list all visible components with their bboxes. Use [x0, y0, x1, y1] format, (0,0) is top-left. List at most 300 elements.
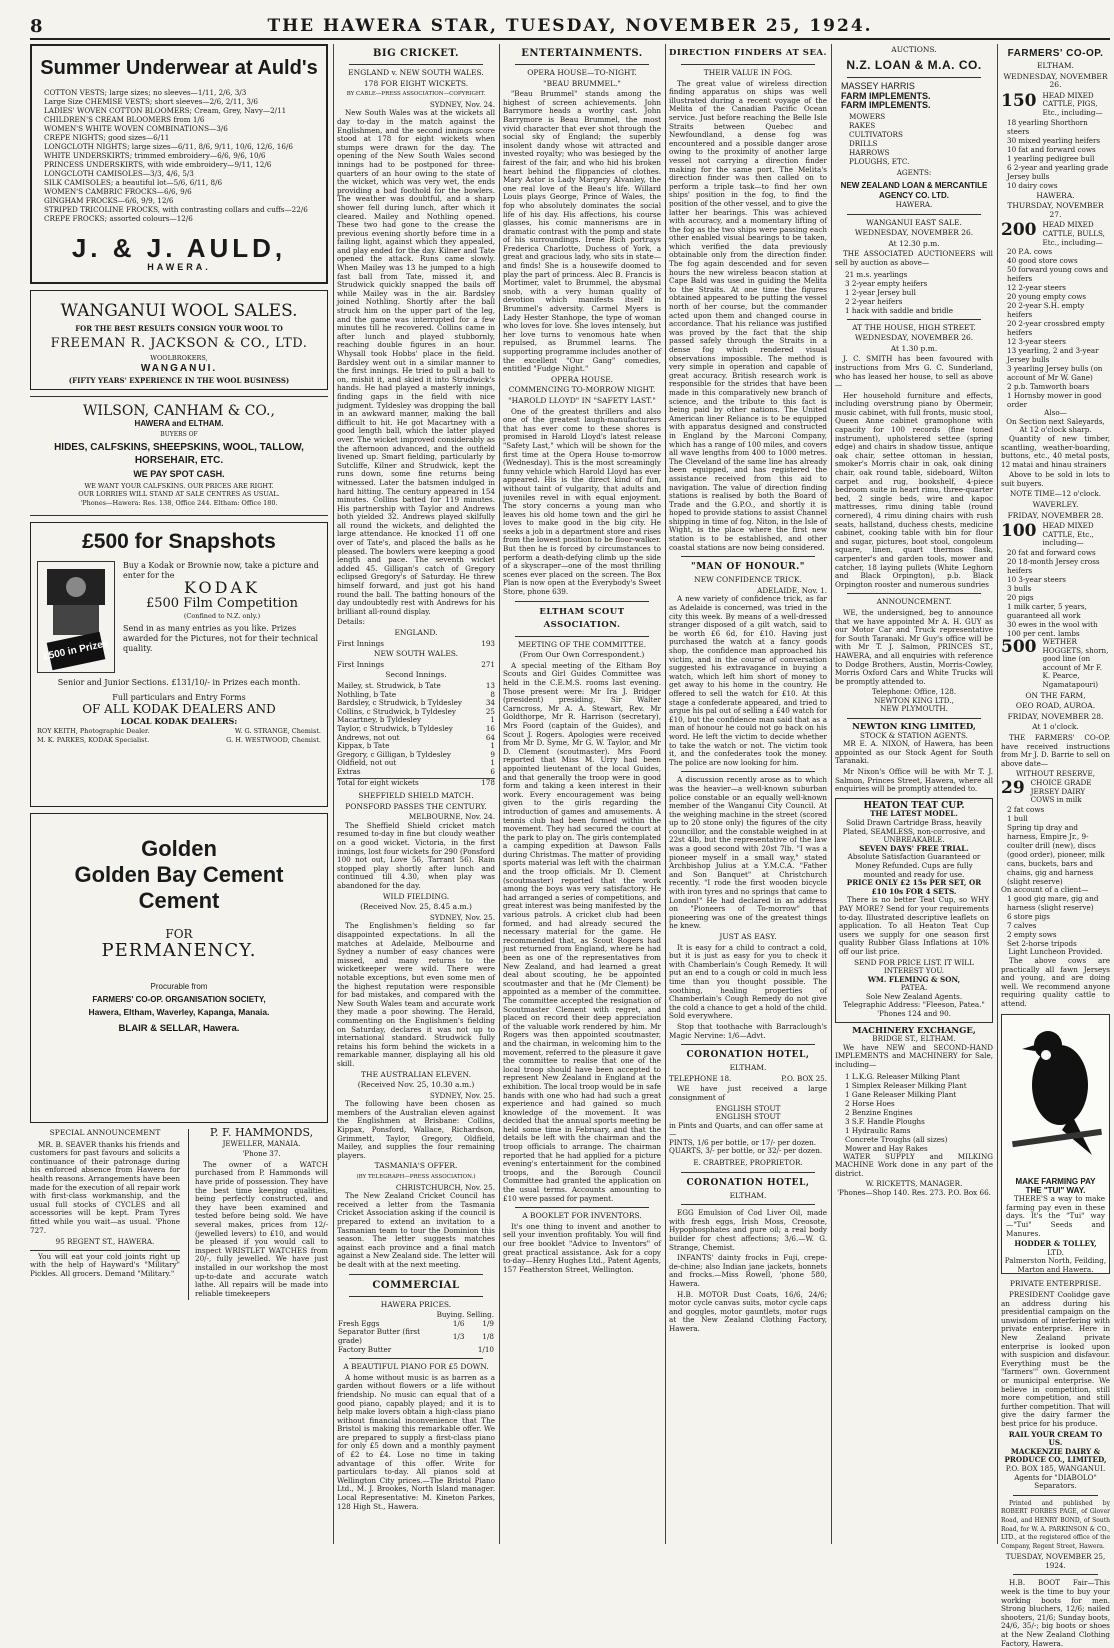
lot-150-list [1007, 118, 1110, 190]
heaton-title: HEATON TEAT CUP. [863, 800, 965, 811]
lot-100-item: 10 3-year steers [1007, 575, 1066, 585]
kodak-dealer-2: W. G. STRANGE, Chemist. [234, 727, 321, 736]
lot-100-item: 30 ewes in the wool with 100 per cent. lambs [1007, 620, 1098, 639]
commercial-title: COMMERCIAL [372, 1279, 460, 1291]
stout-quarts: QUARTS, 3/- per bottle, or 32/- per dozen. [669, 1146, 823, 1156]
wed-26: WEDNESDAY, NOVEMBER 26. [854, 228, 974, 238]
piano-title: A BEAUTIFUL PIANO FOR £5 DOWN. [343, 1362, 489, 1372]
machinery-item: 1 Simplex Releaser Milking Plant [845, 1080, 967, 1090]
cement-permanency: PERMANENCY. [101, 939, 257, 961]
stout-2: ENGLISH STOUT [715, 1112, 781, 1122]
ricketts: W. RICKETTS, MANAGER. [865, 1179, 963, 1189]
lot-29-head: CHOICE GRADE JERSEY DAIRY COWS in milk [1030, 777, 1092, 805]
printed-by: Printed and published by ROBERT FORBES PAGE, of Glover Road, and HENRY BOND, of South Road, for W. A. PARKINSON & CO., LTD., at the registered office of the Company, Regent Street, Hawera. [1001, 1499, 1110, 1550]
kodak-title: £500 for Snapshots [82, 530, 276, 553]
sheffield-sub: PONSFORD PASSES THE CENTURY. [345, 801, 487, 811]
runs: 8 [490, 689, 495, 699]
auld-item: WHITE UNDERSKIRTS; trimmed embroidery—6/6, 9/6, 10/6 [44, 151, 266, 160]
booklet-title: A BOOKLET FOR INVENTORS. [522, 1211, 642, 1221]
wilson-buyers: BUYERS OF [160, 430, 198, 438]
hammonds-title: P. F. HAMMONDS, [209, 1126, 314, 1139]
runs: 1 [490, 715, 495, 725]
cement-for: FOR [165, 927, 193, 941]
implement-item: RAKES [849, 121, 876, 131]
prices-cell: 1/9 [482, 1318, 494, 1328]
client-item: Set 2-horse tripods [1007, 939, 1077, 949]
kodak-sections: Senior and Junior Sections. £131/10/- in Prizes each month. [57, 678, 301, 687]
lot-150: 150 [1001, 90, 1037, 111]
egg-ad: EGG Emulsion of Cod Liver Oil, made with fresh eggs, Irish Moss, Creosote, Hypophosphates and pure oil; a real body builder for chest affections; 3/6.—W. G. Strange, Chemist. [669, 1208, 827, 1252]
client-item: 2 empty sows [1007, 930, 1057, 940]
announcement-telephone: Telephone: Office, 128. [871, 687, 957, 697]
at-house: AT THE HOUSE, HIGH STREET. [852, 322, 976, 332]
farmers-waverley: WAVERLEY. [1032, 500, 1079, 510]
lot-200-item: 50 forward young cows and heifers [1007, 265, 1109, 284]
newspaper-title: THE HAWERA STAR, TUESDAY, NOVEMBER 25, 1924. [267, 16, 873, 36]
smith-intro: J. C. SMITH has been favoured with instructions from Mrs G. C. Sunderland, who has leased her house, to sell as above— [835, 354, 993, 390]
wilson-want: WE WANT YOUR CALFSKINS. OUR PRICES ARE RIGHT. [84, 481, 274, 490]
dissension-body: A discussion recently arose as to which was the heavier—a well-known suburban police constable or an equally well-known member of the Wanganui City Council. At the weighing machine in the street (scored up to 20 stone only) the figures of the city councillor, and the constable weighed in at 22st 4lb, but the representative of the law was a good second with 20st 7lb. "I was a pioneer myself in a small way," stated Archbishop Julius at a Y.M.C.A. "Father and Son Banquet" at Christchurch recently. "I rode the first wooden bicycle with iron tyres and no springs that came to London!" He had declared in an address on "Pioneers of To-morrow" that pioneering was one of the greatest things he knew. [669, 775, 827, 931]
farm-implements-2: FARM IMPLEMENTS. [841, 99, 931, 110]
prices-cell: 1/3 [452, 1331, 465, 1341]
hammonds-ad [188, 1126, 328, 1300]
wool-firm: FREEMAN R. JACKSON & CO., LTD. [50, 335, 308, 351]
hb-motor-ad: H.B. MOTOR Dust Coats, 16/6, 24/6; motor cycle canvas suits, motor cycle caps and goggles, motor gauntlets, motor rugs at the New Zealand Clothing Factory, Hawera. [669, 1289, 827, 1333]
farmers-farm: ON THE FARM, [1025, 690, 1086, 700]
cricket-body: New South Wales was at the wickets all day to-day in the match against the Englishmen, and the second innings score stood at 178 for eight wickets when stumps were drawn for the day. The opening of the New South Wales second innings had to be postponed for three-quarters of an hour owing to the state of the wicket, which was very wet, the ends providing a bad foothold for the bowlers. The weather was doubtful, and a sharp shower fell during lunch, after which it cleared. Mailey and Nothling opened. These two had gone to the crease the previous evening shortly before time in a failing light, against which they appealed, and play ended for the day. Kilner and Tate opened the attack. Runs came slowly. When Mailey was 13 he jumped to a high fast ball from Tate, missed it, and Strudwick quickly snapped the bails off while Mailey was in the air. Bardsley joined Nothling. Shortly after the ball struck him on the upper part of the leg, and the game was interrupted for a few minutes till he recovered. Collins came in after lunch and played stubbornly, reaching double figures in an hour. Whysall took Hobbs' place in the field. Bardsley went out in a similar manner to the first innings. He tried to pull a ball to on, mishit it, and skied it into Strudwick's hands. He had played a masterly innings, finding gaps in the field with nice judgment. Tyldesley was dropping the ball in an awkward manner, making the ball difficult to hit. He got Macartney with a good length ball, which the latter played over. The wicket improved considerably as the afternoon advanced, and the outfield livened up. Smart fielding, particularly by Sutcliffe, Kilner and Strudwick, kept the runs down, some fine returns being witnessed. Later the batsmen indulged in hard hitting. The century appeared in 154 minutes. Collins batted for 119 minutes. His partnership with Taylor and Andrews both yielded 32. Andrews played skilfully all round the wickets, and delighted the large attendance. He knocked 11 off one over of Tate's, and placed the balls as he pleased. The bowlers were keeping a good length and pace. The seventh wicket added 45. Gilligan's catch of Gregory eclipsed Gregory's of Saturday. He threw himself forward, and just got his hand round the ball. The batting honours of the day undoubtedly rest with Andrews for his brilliant all-round display. [337, 108, 495, 616]
tui-bird-illustration [1002, 1015, 1109, 1175]
batsman: Taylor, c Strudwick, b Tyldesley [337, 723, 453, 733]
hodder-towns: Palmerston North, Feilding, Marton and Hawera. [1004, 1256, 1107, 1274]
wed-26-b: WEDNESDAY, NOVEMBER 26. [854, 333, 974, 343]
machinery-item: 3 S.F. Handle Ploughs [845, 1116, 925, 1126]
wilson-cash: WE PAY SPOT CASH. [133, 469, 225, 480]
batsman: Kippax, b Tate [337, 741, 390, 751]
lot-200-item: 20 2-year S.H. empty heifers [1007, 301, 1085, 320]
coronation-pobox: P.O. BOX 25. [781, 1073, 827, 1083]
cement-line-2: Golden Bay Cement [74, 862, 284, 887]
private-enterprise-body: PRESIDENT Coolidge gave an address during his presidential campaign on the unwisdom of interfering with private enterprise. Here in New Zealand private enterprise is looked upon with suspicion and disfavour. Everything must be the "farmers'" own. Government or municipal enterprise. We believe in competition, still more competition, and still further competition. That will give the dairy farmer the best price for his produce. [1001, 1290, 1110, 1428]
ricketts-tel: 'Phones—Shop 140. Res. 273. P.O. Box 66. [837, 1188, 991, 1197]
farmers-eltham: ELTHAM. [1037, 61, 1074, 70]
easy-body: It is easy for a child to contract a cold, but it is just as easy for you to check it with Chamberlain's Cough Remedy. It will put an end to a cough or cold in much less time than you thought possible. The soothing, healing properties of Chamberlain's Cough Remedy do not give the cold a chance to get a hold of the child. Sold everywhere. [669, 942, 827, 1021]
machinery-list [845, 1072, 993, 1153]
cricket-cable: BY CABLE—PRESS ASSOCIATION—COPYRIGHT. [346, 91, 486, 98]
implement-item: DRILLS [849, 139, 878, 149]
prices-header-cell: Buying. [436, 1310, 465, 1320]
farmers-without: WITHOUT RESERVE, [1015, 769, 1096, 779]
wool-experience: (FIFTY YEARS' EXPERIENCE IN THE WOOL BUSINESS) [68, 375, 290, 385]
lot-150-item: 10 dairy cows [1007, 180, 1058, 190]
nzloan-title: N.Z. LOAN & M.A. CO. [846, 57, 982, 72]
wool-role: WOOLBROKERS, [150, 353, 208, 362]
nixon-office: Mr Nixon's Office will be with Mr T. J. Salmon, Princes Street, Hawera, where all enquiries will be promptly attended to. [835, 767, 993, 794]
implement-item: MOWERS [849, 112, 886, 122]
nzlm-hawera: HAWERA. [895, 199, 933, 209]
prices-cell: 1/10 [477, 1344, 494, 1354]
nsw-head: NEW SOUTH WALES. [373, 649, 459, 659]
kodak-dealer-1: ROY KEITH, Photographic Dealer. [37, 727, 150, 736]
auld-item: CREPE NIGHTS; good sizes—6/11 [44, 133, 170, 142]
nixon-appointed: MR E. A. NIXON, of Hawera, has been appointed as our Stock Agent for South Taranaki. [835, 739, 993, 766]
kodak-badge: £500 in Prizes [42, 638, 110, 663]
prices-cell [436, 1346, 466, 1355]
total-label: Total for eight wickets [337, 777, 419, 787]
assoc-item: 21 m.s. yearlings [845, 269, 908, 279]
kodak-send: Send in as many entries as you like. Prizes awarded for the Pictures, not for their technical quality. [123, 624, 319, 654]
tui-line-1: MAKE FARMING PAY [1015, 1177, 1096, 1187]
massey-harris: MASSEY HARRIS [841, 80, 915, 91]
runs: 6 [490, 766, 495, 776]
toothache-ad: Stop that toothache with Barraclough's Magic Nervine: 1/6—Advt. [669, 1021, 827, 1040]
lot-100-item: 1 milk carter, 5 years, guaranteed all work [1007, 602, 1087, 621]
column-6 [1001, 44, 1110, 1648]
assoc-items-list [845, 270, 993, 315]
machinery-item: 1 L.K.G. Releaser Milking Plant [845, 1071, 960, 1081]
runs: 25 [485, 706, 495, 716]
heaton-model: THE LATEST MODEL. [870, 809, 958, 819]
prices-cell: Separator Butter (first grade) [338, 1327, 420, 1345]
wild-date: SYDNEY, Nov. 25. [429, 912, 495, 922]
brummel-body: "Beau Brummel" stands among the highest of screen achievements. John Barrymore heads a worthy cast. John Barrymore is Beau Brummel, the most vivid character that ever shot through the social sky of England; the superbly insolent dandy whose wit attracted and invested royalty; who was besieged by the fairest of the fair, and who hid his broken heart behind the flippancies of clothes. Mary Astor is Lady Margery Alvanley, the one real love of the Beau's life. Willard Louis plays George, Prince of Wales, the fop who absolutely dominates the social life of his day. His affections, his course glasses, his comic mannerisms are in dramatic contrast with the pomp and state of his surroundings. Irene Rich portrays Frederica Charlotte, Duchess of York, a great and gracious lady, who sits in state—and finds! She is a housewife doomed to play the part of princess. Alec B. Francis is Mortimer, valet to Brummel, the abysmal snob, with a very human quality of devotion which manifests itself in Brummel's adversity. Carmel Myers is Lady Hester Stanhope, the type of woman who loves for love. She loves intensely, but her love turns to venomous hate when repulsed, as Brummel learns. The supporting programme includes another of the excellent "Our Gang" comedies, entitled "Fudge Night." [503, 89, 661, 374]
direction-sub: THEIR VALUE IN FOG. [703, 68, 793, 77]
england-head: ENGLAND. [394, 628, 438, 637]
england-first-innings-label: First Innings [337, 638, 384, 648]
batsman: Oldfield, not out [337, 758, 397, 768]
lot-200-item: 12 3-year steers [1007, 337, 1066, 347]
scout-title: ELTHAM SCOUT ASSOCIATION. [539, 606, 625, 630]
heaton-send: SEND FOR PRICE LIST. IT WILL INTEREST YOU. [854, 957, 974, 976]
farmers-instructions: THE FARMERS' CO-OP. have received instructions from Mr J. D. Barrie to sell on above date— [1001, 732, 1110, 768]
wilson-ad [30, 396, 328, 516]
lot-200-item: 20 P.A. cows [1007, 247, 1053, 257]
aus-body: The following have been chosen as members of the Australian eleven against the Englishmen at Brisbane: Collins, Kippax, Ponsford, Wallace, Richardson, Grimmett, Taylor, Gregory, Oldfield, Mailey, and supplies the four remaining players. [337, 1099, 495, 1160]
sheffield-date: MELBOURNE, Nov. 24. [408, 812, 495, 822]
hammonds-body: The owner of a WATCH purchased from P. Hammonds will have pride of possession. They have the best time keeping qualities, being perfectly constructed, and they have been examined and tested before being sold. We have several makes, prices from 12/- (jewelled levers) to £10, and would be pleased if you would call to inspect WRISTLET WATCHES from 20/-, fully jewelled. We have just installed in our workshop the most up-to-date and accurate watch lathe. All repairs will be made into reliable timekeepers [195, 1159, 328, 1298]
batsman: Macartney, b Tyldesley [337, 715, 422, 725]
coronation-eltham-2: ELTHAM. [729, 1190, 767, 1200]
fleming-sub: Sole New Zealand Agents. [865, 991, 963, 1001]
farmers-at-1: At 1 o'clock. [1032, 722, 1079, 732]
wild-title: WILD FIELDING. [382, 891, 450, 901]
batting-row [337, 768, 495, 777]
hammonds-sub: JEWELLER, MANAIA. [222, 1139, 301, 1148]
prices-cell: Fresh Eggs [338, 1318, 380, 1328]
farmers-12-oclock: At 12 o'clock sharp. [1019, 425, 1092, 435]
batsman: Gregory, c Gilligan, b Tyldesley [337, 749, 451, 759]
auld-item: CHILDREN'S CREAM BLOOMERS from 1/6 [44, 115, 205, 124]
masthead [30, 14, 1110, 40]
tasmania-title: TASMANIA'S OFFER. [374, 1161, 458, 1171]
tui-line-3: THERE'S a way to make farming pay even in these days. It's the "Tui" way—"Tui" Seeds and Manures. [1006, 1194, 1105, 1238]
tasmania-body: The New Zealand Cricket Council has received a letter from the Tasmania Cricket Association asking if the council is prepared to extend an invitation to a Tasmanian team to tour the Dominion this season. The letter suggests matches against each province and a final match against a New Zealand side. The letter will be dealt with at the next meeting. [337, 1191, 495, 1269]
batsman: Nothling, b Tate [337, 689, 397, 699]
coronation-title: CORONATION HOTEL, [686, 1050, 810, 1061]
private-enterprise-title: PRIVATE ENTERPRISE. [1009, 1279, 1102, 1289]
special-body: MR. B. SEAVER thanks his friends and customers for past favours and solicits a continuance of their patronage during his enforced absence from Hawera for health reasons. Arrangements have been made for the execution of all repair work with first-class workmanship, and the usual full stocks of CYCLES and all accessories will be kept. Pram Tyres fitted while you wait—as usual. 'Phone 727. [30, 1139, 180, 1235]
honour-sub: NEW CONFIDENCE TRICK. [694, 575, 802, 585]
page-number: 8 [30, 15, 43, 37]
runs: 34 [485, 698, 495, 708]
coronation-telephone: TELEPHONE 18. [669, 1073, 732, 1083]
lot-200-head: HEAD MIXED CATTLE, BULLS, Etc., including— [1042, 220, 1105, 247]
cement-org: FARMERS' CO-OP. ORGANISATION SOCIETY, [92, 994, 266, 1004]
tasmania-date: CHRISTCHURCH, Nov. 25. [395, 1182, 495, 1192]
lot-29-item: Spring tip dray and harness, Empire Jr., 9-coulter drill (new), discs (good order), pioneer, milk cans, buckets, bars and chains, gig and harness (slight reserve) [1007, 822, 1105, 886]
auld-item: WOMEN'S WHITE WOVEN COMBINATIONS—3/6 [44, 124, 228, 133]
machinery-item: 1 Gane Releaser Milking Plant [845, 1089, 957, 1099]
mackenzie: MACKENZIE DAIRY & PRODUCE CO., LIMITED, [1004, 1446, 1107, 1465]
lot-500: 500 [1001, 637, 1037, 658]
cricket-sub: ENGLAND v. NEW SOUTH WALES. [348, 68, 484, 77]
booklet-body: It's one thing to invent and another to sell your invention profitably. You will find our free booklet "Advice to Inventors" of great practical assistance. Ask for a copy to-day—Henry Hughes Ltd., Patent Agents, 157 Featherston Street, Wellington. [503, 1221, 661, 1274]
stout-pints: PINTS, 1/6 per bottle, or 17/- per dozen. [669, 1137, 817, 1147]
lot-150-item: 30 mixed yearling heifers [1007, 135, 1101, 145]
wild-body: The Englishmen's fielding so far disappointed expectations. In all the matches at Adelaide, Melbourne and Sydney a number of easy chances were missed, and many returns to the wicketkeeper were wild. There were notable exceptions, but even some men of the highest reputation were responsible for bad mistakes, and compared with the New South Wales team and accurate work they made a poor showing. The Herald, commenting on the Englishmen's fielding on Saturday, declares it was not up to international standard. Strudwick fully retains his form behind the wickets in a remarkable manner, displaying all his old skill. [337, 921, 495, 1068]
nsw-first-innings-label: First Innings [337, 659, 384, 669]
lot-29-list [1007, 805, 1110, 886]
lot-150-item: 18 yearling Shorthorn steers [1007, 117, 1088, 136]
lot-100-head: HEAD MIXED CATTLE, Etc., including— [1042, 521, 1094, 548]
heaton-body: Solid Drawn Cartridge Brass, heavily Plated, SEAMLESS, non-corrosive, and UNBREAKABLE. [842, 818, 986, 845]
implement-item: CULTIVATORS [849, 130, 903, 140]
lot-100-item: 20 pigs [1007, 593, 1034, 603]
aus-received: (Received Nov. 25, 10.30 a.m.) [357, 1080, 475, 1090]
wanganui-east: WANGANUI EAST SALE. [866, 217, 962, 227]
announcement-title: ANNOUNCEMENT. [876, 597, 952, 607]
crabtree: E. CRABTREE, PROPRIETOR. [693, 1158, 803, 1168]
assoc-item: 1 2-year Jersey bull [845, 287, 916, 297]
lot-100-item: 20 fat and forward cows [1007, 548, 1096, 558]
wilson-towns: HAWERA and ELTHAM. [134, 419, 224, 428]
details-label: Details: [337, 617, 365, 627]
opera-house: OPERA HOUSE. [550, 374, 614, 384]
boot-fair-ad: H.B. BOOT Fair—This week is the time to buy your working boots for men. Strong bluchers, 12/6; nailed shooters, 21/6; Sunday boots, 24/6, 35/-; big boots or shoes at the New Zealand Clothing Factory, Hawera. [1001, 1578, 1110, 1648]
new-plymouth: NEW PLYMOUTH. [880, 704, 948, 714]
wool-line: FOR THE BEST RESULTS CONSIGN YOUR WOOL TO [75, 324, 283, 333]
easy-title: JUST AS EASY. [719, 932, 777, 941]
machinery-body: We have NEW and SECOND-HAND IMPLEMENTS and MACHINERY for Sale, including— [835, 1042, 993, 1070]
coronation-title-2: CORONATION HOTEL, [686, 1177, 810, 1188]
column-5 [835, 44, 993, 1544]
runs: 16 [485, 723, 495, 733]
infants-ad: INFANTS' dainty frocks in Fuji, crepe-de-chine; also Indian jane jackets, bonnets and frocks.—Miss Rowell, 'phone 580, Hawera. [669, 1253, 827, 1288]
kodak-conf: (Confined to N.Z. only.) [183, 611, 261, 620]
aus-title: THE AUSTRALIAN ELEVEN. [361, 1069, 471, 1079]
cement-line-1: Golden [141, 836, 217, 861]
farmers-wed: WEDNESDAY, NOVEMBER 26. [1003, 71, 1108, 90]
tasmania-cable: (BY TELEGRAPH—PRESS ASSOCIATION.) [356, 1174, 476, 1181]
lot-150-item: 1 yearling pedigree bull [1007, 153, 1095, 163]
wool-ad [30, 290, 328, 390]
lot-100-list [1007, 548, 1110, 638]
wilson-phones: 'Phones—Hawera: Res. 138, Office 244. Eltham: Office 180. [80, 498, 278, 507]
farmers-section: On Section next Saleyards, [1006, 416, 1105, 426]
direction-body: The great value of wireless direction finding apparatus on ships was well illustrated during a recent voyage of the Melita of the Canadian Pacific Ocean service. Just before reaching the Belle Isle Straits between Quebec and Newfoundland, a dense fog was encountered and a possible danger arose owing to the proximity of another large vessel not carrying a direction finder making for the same port. The Melita's direction finder was then called on to perform a triple task—to find her own ships' position in the fog, to find the position of the other vessel, and to give the latter her bearings. This was achieved with accuracy, and a momentary lifting of the fog as the two ships were passing each other enabled visual bearings to be taken, which verified the data previously obtainable only from the direction finder. The fog again descended and for seven hours the new wireless beacon station at Cape Bald was used in guiding the Melita to the Straits. At one time the figures obtained appeared to be putting the vessel north of her course, but the commander acted upon them and changed course in accordance. That his reliance was justified was proved by the fact that the ship passed safely through the Straits in a dense fog which rendered visual observations impossible. The method is very simple in operation and capable of great accuracy. British research work is responsible for the strides that have been made in this comparatively new branch of science, and the tribute to this fact is being paid by other nations. The United American liner Reliance is to be equipped with apparatus designed and constructed in England by the Marconi Company, which has a range of 100 miles, and covers all wave lengths from 400 to 1000 metres. The Cleveland of the same line has already been equipped, and has registered the assistance received from this aid to navigation. The value of direction finding stations is realised by both the Board of Trade and the G.P.O., and shortly it is hoped to provide stations to assist Channel shipping in time of fog. Niton, in the Isle of Wight, is the place where the first new station is to be established, and other coastal stations are now being considered. [669, 78, 827, 552]
prices-header-cell: Selling. [466, 1310, 494, 1320]
auctions-label: AUCTIONS. [891, 45, 937, 54]
total-runs: 178 [481, 777, 495, 787]
auld-item: STRIPED TRICOLINE FROCKS, with contrasting collars and cuffs—22/6 [44, 205, 308, 214]
auld-brand: J. & J. AULD, [71, 233, 287, 263]
lot-200: 200 [1001, 220, 1037, 241]
fleming: WM. FLEMING & SON, [867, 974, 961, 984]
machinery-item: Concrete Troughs (all sizes) [845, 1134, 948, 1144]
direction-title: DIRECTION FINDERS AT SEA. [669, 48, 827, 58]
farmers-thu: THURSDAY, NOVEMBER 27. [1007, 201, 1104, 219]
machinery-water: WATER SUPPLY and MILKING MACHINE Work done in any part of the district. [835, 1151, 993, 1178]
auld-ad [30, 44, 328, 284]
column-3 [503, 44, 661, 1544]
machinery-sub: BRIDGE ST., ELTHAM. [872, 1034, 956, 1044]
kodak-local: LOCAL KODAK DEALERS: [120, 715, 238, 726]
machinery-item: 2 Horse Hoes [845, 1098, 895, 1108]
lot-200-item: 1 Hornsby mower in good order [1007, 391, 1102, 410]
special-title: SPECIAL ANNOUNCEMENT [49, 1128, 161, 1137]
opera-tonight: OPERA HOUSE—TO-NIGHT. [527, 68, 637, 77]
kodak-prize: £500 Film Competition [145, 595, 299, 611]
auld-town: HAWERA. [147, 262, 211, 272]
scout-correspondent: (From Our Own Correspondent.) [519, 650, 645, 660]
farmers-oeo: OEO ROAD, AUROA. [1015, 701, 1096, 711]
heaton-ad [835, 798, 993, 1023]
scout-sub: MEETING OF THE COMMITTEE. [517, 639, 647, 649]
lot-200-list [1007, 247, 1110, 409]
cement-line-3: Cement [138, 888, 220, 913]
lot-150-item: 6 2-year and yearling grade Jersey bulls [1007, 162, 1109, 181]
mackenzie-pobox: P.O. BOX 185, WANGANUI. [1005, 1463, 1106, 1473]
patea: PATEA. [900, 983, 928, 993]
farmers-note: NOTE TIME—12 o'clock. [1010, 489, 1101, 499]
machinery-item: Mower and Hay Rakes [845, 1143, 928, 1153]
assoc-item: 2 2-year heifers [845, 296, 903, 306]
column-1 [30, 44, 328, 1544]
farmers-hawera: HAWERA. [1036, 190, 1075, 200]
kodak-ad [30, 522, 328, 807]
cement-ad [30, 813, 328, 1123]
assoc-item: 1 hack with saddle and bridle [845, 305, 953, 315]
at-130: At 1.30 p.m. [890, 343, 938, 353]
wilson-goods: HIDES, CALFSKINS, SHEEPSKINS, WOOL, TALLOW, HORSEHAIR, ETC. [54, 442, 304, 467]
prices-title: HAWERA PRICES. [380, 1299, 452, 1309]
batting-list [337, 682, 495, 777]
lot-29: 29 [1001, 777, 1025, 798]
auld-item: WOMEN'S CAMBRIC FROCKS—6/6, 9/6 [44, 187, 192, 196]
client-item: 7 calves [1007, 921, 1037, 931]
wool-town: WANGANUI. [140, 363, 218, 375]
cement-towns: Hawera, Eltham, Waverley, Kapanga, Manaia. [88, 1007, 270, 1018]
lot-200-item: 12 2-year steers [1007, 283, 1066, 293]
farmers-timber: Quantity of new timber, scantling, weather-boarding, buttons, etc., 40 metal posts, 12 matai and hinau strainers [1001, 433, 1110, 469]
farm-implements-1: FARM IMPLEMENTS. [841, 91, 931, 102]
special-announcement [30, 1129, 180, 1300]
piano-body: A home without music is as barren as a garden without flowers or a life without friendship. No music can equal that of a good piano, capably played; and it is to help make lovers obtain a high-class piano without financial inconvenience that The Bristol is making this remarkable offer. We are prepared to supply a first-class piano for only £5 down and a monthly payment of £2 to £4. Lose no time in taking advantage of this offer. Write for particulars to-day. All pianos sold at Wellington City prices.—The Bristol Piano Ltd., M. J. Brookes, North Island manager. Local Representative: M. Kineton Parkes, 128 High St., Hawera. [337, 1372, 495, 1511]
pickles-ad: You will eat your cold joints right up with the help of Hayward's "Military" Pickles. All grocers. Demand "Military." [30, 1251, 180, 1278]
batsman: Collins, c Strudwick, b Tyldesley [337, 706, 456, 716]
auld-item: COTTON VESTS; large sizes; no sleeves—1/11, 2/6, 3/3 [44, 88, 247, 97]
lot-200-item: 2 p.b. Tamworth boars [1007, 382, 1090, 392]
honour-title: "MAN OF HONOUR." [691, 562, 805, 573]
cricket-sub-2: 178 FOR EIGHT WICKETS. [363, 78, 469, 88]
diabolo: Agents for "DIABOLO" Separators. [1014, 1472, 1097, 1491]
batsman: Extras [337, 766, 361, 776]
special-address: 95 REGENT ST., HAWERA. [55, 1237, 155, 1247]
kodak-full: Full particulars and Entry Forms [112, 692, 246, 702]
runs: 1 [490, 758, 495, 768]
sheffield-title: SHEFFIELD SHIELD MATCH. [358, 791, 474, 801]
nk-title: NEWTON KING LIMITED, [852, 722, 976, 733]
cement-procurable: Procurable from [150, 982, 208, 992]
footer-date: TUESDAY, NOVEMBER 25, 1924. [1005, 1552, 1106, 1570]
prices-cell: 1/6 [452, 1318, 465, 1328]
lot-29-item: 2 fat cows [1007, 804, 1045, 814]
auld-item: SILK CAMISOLES; a beautiful lot—5/6, 6/11, 8/6 [44, 178, 223, 187]
farmers-fri-b: FRIDAY, NOVEMBER 28. [1007, 711, 1104, 721]
brummel-title: "BEAU BRUMMEL." [543, 78, 621, 88]
implement-item: PLOUGHS, ETC. [849, 157, 910, 167]
kodak-dealer-3: M. K. PARKES, KODAK Specialist. [37, 735, 150, 744]
runs: 9 [490, 749, 495, 759]
farmers-also: Also— [1044, 408, 1067, 418]
agents-label: AGENTS: [896, 168, 932, 178]
column-2 [337, 44, 495, 1544]
batsman: Andrews, not out [337, 732, 400, 742]
machinery-item: 1 Hydraulic Rams [845, 1125, 911, 1135]
stout-body: in Pints and Quarts, and can offer same at— [669, 1120, 823, 1139]
lot-200-item: 40 good store cows [1007, 256, 1078, 266]
farmers-lunch: Light Luncheon Provided. [1008, 947, 1103, 957]
tui-line-2: THE "TUI" WAY. [1025, 1185, 1086, 1195]
runs: 64 [485, 732, 495, 742]
auld-item: LONGCLOTH CAMISOLES—3/3, 4/6, 5/3 [44, 169, 194, 178]
machinery-title: MACHINERY EXCHANGE, [852, 1025, 976, 1036]
prices-cell: Factory Butter [338, 1344, 392, 1354]
rail-cream: RAIL YOUR CREAM TO US. [1008, 1429, 1103, 1448]
associated-auctioneers: THE ASSOCIATED AUCTIONEERS will sell by auction as above— [835, 249, 993, 267]
lot-100: 100 [1001, 521, 1037, 542]
auld-items-list [38, 88, 320, 223]
wild-received: (Received Nov. 25, 8.45 a.m.) [360, 902, 472, 912]
cricket-title: BIG CRICKET. [372, 48, 459, 59]
heaton-rest: There is no better Teat Cup, so WHY PAY MORE? Send for your requirements to-day. Illustrated descriptive leaflets on application. To all Heaton Teat Cup users we supply for one season first quality Rubber Glass Inflations at 10% off our list price. [839, 895, 989, 956]
honour-date: ADELAIDE, Nov. 1. [757, 585, 827, 595]
prices-row [337, 1328, 495, 1345]
nk-sub: STOCK & STATION AGENTS. [860, 730, 968, 740]
auld-title: Summer Underwear at Auld's [40, 57, 318, 79]
coronation-eltham: ELTHAM. [729, 1063, 767, 1073]
client-item: 6 store pigs [1007, 912, 1050, 922]
lot-200-item: 3 yearling Jersey bulls (on account of Mr W. Gane) [1007, 364, 1103, 383]
at-1230: At 12.30 p.m. [888, 238, 940, 248]
honour-body: A new variety of confidence trick, as far as Adelaide is concerned, was tried in the city this week. By means of a well-dressed stranger disposed of a gilt watch, said to be worth £6 6d, for £10. Having just purchased the watch at a fancy goods shop, the confidence man approached his victim, and in the course of conversation suggested his extravagance in buying a watch, which left him short of money to get away to his home in the country. He offered to sell the watch for £10. At this stage a confederate appeared, and tried to argue his pal out of selling a £40 watch for £10, but the confidence man said that as a man of honour he could not go back on his word. He left the victim to decide whether to take the watch or not. The victim took it, and the confederates took the money. The police are now looking for him. [669, 594, 827, 767]
commencing: COMMENCING TO-MORROW NIGHT. [508, 385, 656, 395]
auld-item: GINGHAM FROCKS—6/6, 9/9, 12/6 [44, 196, 174, 205]
nsw-first-score: 271 [481, 659, 495, 669]
prices-table [337, 1311, 495, 1354]
kodak-dealer-4: G. H. WESTWOOD, Chemist. [226, 735, 321, 744]
lot-150-item: 10 fat and forward cows [1007, 144, 1096, 154]
client-item: 1 good gig mare, gig and harness (slight reserve) [1007, 894, 1099, 913]
farmers-above-cows: The above cows are practically all fawn Jerseys and young, and are doing well. We recommend anyone requiring quality cattle to attend. [1001, 955, 1110, 1008]
cricket-dateline: SYDNEY, Nov. 24. [429, 99, 495, 109]
fleming-tel: Telegraphic Address: "Fleeson, Patea." 'Phones 124 and 90. [843, 1000, 985, 1019]
entertainments-title: ENTERTAINMENTS. [521, 48, 643, 59]
kodak-dealers: OF ALL KODAK DEALERS AND [82, 702, 276, 717]
smith-body: Her household furniture and effects, including overstrung piano by Obermeir, music cabinet, with full fronts, music stool, Queen Anne cabinet gramophone with capacity for 100 records (fine toned instrument), upholstered settee (spring edge) and chairs in shadow tissue, antique oak chair, settee ottoman in hessian, smoker's Morris chair in oak, oak dining chair, oak round table, sideboard, Wilton carpet and rug, bookshelf, 4-piece bedroom suite in heart rimu, three-quarter bed, 2 single beds, wire and kapoc mattresses, rimu dining table (round cornered), 4 rimu dining chairs with rush seats, hallstand, duchess chests, medicine cabinet, cooking table with bin for flour and sugar, pictures, boot stool, congoleum square, linen, quart thermos flask, carpenter's and garden tools, mower and catcher, 18 laying pullets (White Leghorn and Black Orpington), p.b. Black Orpington rooster and numerous sundries [835, 390, 993, 589]
implement-item: HARROWS [849, 148, 890, 158]
heaton-price: PRICE ONLY £2 15s PER SET, OR £10 10s FOR 4 SETS. [846, 878, 982, 896]
stout-1: ENGLISH STOUT [715, 1103, 781, 1113]
